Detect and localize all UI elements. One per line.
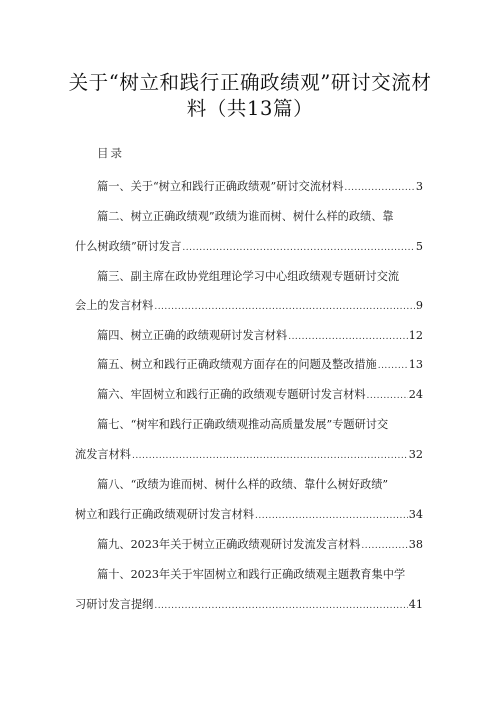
toc-entry-3-line-1[interactable] xyxy=(97,270,423,284)
toc-heading: 目录 xyxy=(97,146,124,160)
toc-entry-8-line-1[interactable] xyxy=(97,478,423,492)
toc-entry-6-line-1[interactable] xyxy=(97,388,423,403)
toc-entry-text: 篇一、关于“树立和践行正确政绩观”研讨交流材料 xyxy=(97,180,344,193)
toc-entry-text: 篇三、副主席在政协党组理论学习中心组政绩观专题研讨交流 xyxy=(97,270,400,283)
document-title-line-1: 关于“树立和践行正确政绩观”研讨交流材 xyxy=(68,71,432,94)
toc-entry-8-line-2[interactable] xyxy=(75,508,423,523)
toc-entry-text: 树立和践行正确政绩观研讨发言材料 xyxy=(75,508,255,521)
toc-entry-text: 篇二、树立正确政绩观”政绩为谁而树、树什么样的政绩、靠 xyxy=(97,210,394,223)
toc-entry-9-line-1[interactable] xyxy=(97,538,423,553)
toc-page-number: 38 xyxy=(408,538,423,551)
toc-page-number: 13 xyxy=(408,358,423,371)
toc-entry-7-line-2[interactable] xyxy=(75,448,423,463)
toc-entry-3-line-2[interactable] xyxy=(75,299,423,314)
toc-page-number: 9 xyxy=(415,299,423,312)
toc-leader-dots xyxy=(154,599,407,613)
toc-entry-text: 篇九、2023年关于树立正确政绩观研讨发流发言材料 xyxy=(97,538,361,551)
toc-entry-text: 篇七、“树牢和践行正确政绩观推动高质量发展”专题研讨交 xyxy=(97,418,389,431)
toc-page-number: 41 xyxy=(408,598,423,611)
toc-page-number: 5 xyxy=(415,240,423,253)
toc-entry-text: 流发言材料 xyxy=(75,448,131,461)
toc-entry-7-line-1[interactable] xyxy=(97,418,423,432)
document-title-line-2: 料（共13篇） xyxy=(186,97,314,120)
toc-page-number: 24 xyxy=(408,388,423,401)
toc-leader-dots xyxy=(132,449,408,463)
toc-leader-dots xyxy=(344,181,414,195)
toc-entry-text: 篇四、树立正确的政绩观研讨发言材料 xyxy=(97,329,288,342)
toc-entry-text: 篇五、树立和践行正确政绩观方面存在的问题及整改措施 xyxy=(97,358,377,371)
toc-leader-dots xyxy=(288,330,408,344)
toc-leader-dots xyxy=(367,389,408,403)
toc-page-number: 3 xyxy=(415,180,423,193)
toc-leader-dots xyxy=(378,359,408,373)
toc-entry-text: 篇六、牢固树立和践行正确的政绩观专题研讨发言材料 xyxy=(97,388,366,401)
toc-entry-text: 会上的发言材料 xyxy=(75,299,154,312)
toc-entry-4-line-1[interactable] xyxy=(97,329,423,344)
toc-entry-2-line-1[interactable] xyxy=(97,210,423,224)
toc-entry-text: 习研讨发言提纲 xyxy=(75,598,154,611)
toc-leader-dots xyxy=(361,539,407,553)
toc-page-number: 12 xyxy=(408,329,423,342)
toc-entry-text: 篇八、“政绩为谁而树、树什么样的政绩、靠什么树好政绩” xyxy=(97,478,389,491)
toc-entry-5-line-1[interactable] xyxy=(97,358,423,373)
toc-entry-2-line-2[interactable] xyxy=(75,240,423,255)
toc-entry-10-line-2[interactable] xyxy=(75,598,423,613)
toc-entry-text: 什么树政绩”研讨发言 xyxy=(75,240,182,253)
toc-leader-dots xyxy=(255,509,408,523)
toc-leader-dots xyxy=(182,241,414,255)
toc-entry-text: 篇十、2023年关于牢固树立和践行正确政绩观主题教育集中学 xyxy=(97,568,406,581)
toc-page-number: 32 xyxy=(408,448,423,461)
toc-entry-1-line-1[interactable] xyxy=(97,180,423,195)
toc-page-number: 34 xyxy=(408,508,423,521)
toc-leader-dots xyxy=(154,300,415,314)
toc-entry-10-line-1[interactable] xyxy=(97,568,423,582)
